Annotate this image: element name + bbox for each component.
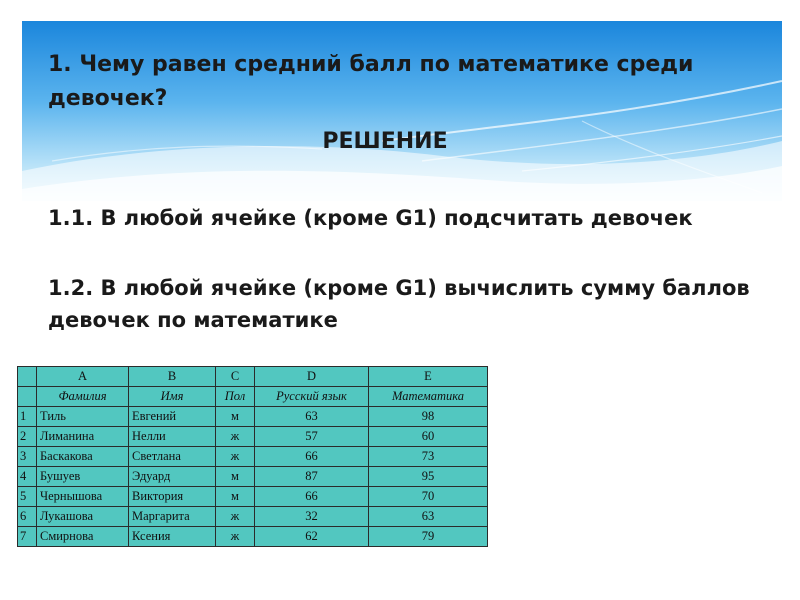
table-row — [18, 467, 488, 487]
table-cell: Лукашова — [37, 507, 129, 527]
table-cell: ж — [216, 427, 255, 447]
column-letter: C — [216, 367, 255, 387]
table-cell: Евгений — [129, 407, 216, 427]
row-number: 2 — [18, 427, 37, 447]
header-row — [18, 387, 488, 407]
table-cell: 98 — [369, 407, 488, 427]
row-number — [18, 387, 37, 407]
table-cell: ж — [216, 447, 255, 467]
table-cell: Нелли — [129, 427, 216, 447]
table-cell: 60 — [369, 427, 488, 447]
table-cell: Эдуард — [129, 467, 216, 487]
column-letter: E — [369, 367, 488, 387]
table-cell: Светлана — [129, 447, 216, 467]
table-cell: м — [216, 487, 255, 507]
row-number: 1 — [18, 407, 37, 427]
solution-heading — [0, 129, 800, 154]
table-cell: Маргарита — [129, 507, 216, 527]
column-header: Имя — [129, 387, 216, 407]
table-cell: Тиль — [37, 407, 129, 427]
table-cell: 73 — [369, 447, 488, 467]
table-cell: 62 — [255, 527, 369, 547]
corner-cell — [18, 367, 37, 387]
column-letter: B — [129, 367, 216, 387]
step-1-text: 1.1. В любой ячейке (кроме G1) подсчитать девочек — [48, 206, 693, 230]
column-letters-row — [18, 367, 488, 387]
table-cell: 66 — [255, 487, 369, 507]
table-cell: Бушуев — [37, 467, 129, 487]
spreadsheet-table — [17, 366, 488, 547]
table-cell: 32 — [255, 507, 369, 527]
row-number: 3 — [18, 447, 37, 467]
row-number: 6 — [18, 507, 37, 527]
table-row — [18, 507, 488, 527]
table-cell: Ксения — [129, 527, 216, 547]
table-cell: 95 — [369, 467, 488, 487]
table-row — [18, 527, 488, 547]
column-header: Русский язык — [255, 387, 369, 407]
table-cell: Виктория — [129, 487, 216, 507]
row-number: 4 — [18, 467, 37, 487]
table-cell: Чернышова — [37, 487, 129, 507]
table-cell: ж — [216, 507, 255, 527]
table-cell: ж — [216, 527, 255, 547]
question-text: 1. Чему равен средний балл по математике среди девочек? — [48, 52, 694, 111]
column-header: Фамилия — [37, 387, 129, 407]
column-letter: A — [37, 367, 129, 387]
step-2-text: 1.2. В любой ячейке (кроме G1) вычислить сумму баллов девочек по математике — [48, 276, 750, 332]
table-cell: м — [216, 467, 255, 487]
table-cell: 63 — [369, 507, 488, 527]
table-cell: 57 — [255, 427, 369, 447]
table-row — [18, 487, 488, 507]
row-number: 5 — [18, 487, 37, 507]
table-cell: 87 — [255, 467, 369, 487]
column-header: Математика — [369, 387, 488, 407]
table-row — [18, 447, 488, 467]
table-cell: 63 — [255, 407, 369, 427]
column-header: Пол — [216, 387, 255, 407]
row-number: 7 — [18, 527, 37, 547]
table-row — [18, 407, 488, 427]
table-row — [18, 427, 488, 447]
table-cell: 66 — [255, 447, 369, 467]
table-cell: 70 — [369, 487, 488, 507]
table-cell: Лиманина — [37, 427, 129, 447]
table-cell: Баскакова — [37, 447, 129, 467]
solution-heading-label: РЕШЕНИЕ — [322, 129, 448, 154]
column-letter: D — [255, 367, 369, 387]
table-cell: 79 — [369, 527, 488, 547]
table-cell: Смирнова — [37, 527, 129, 547]
table-cell: м — [216, 407, 255, 427]
